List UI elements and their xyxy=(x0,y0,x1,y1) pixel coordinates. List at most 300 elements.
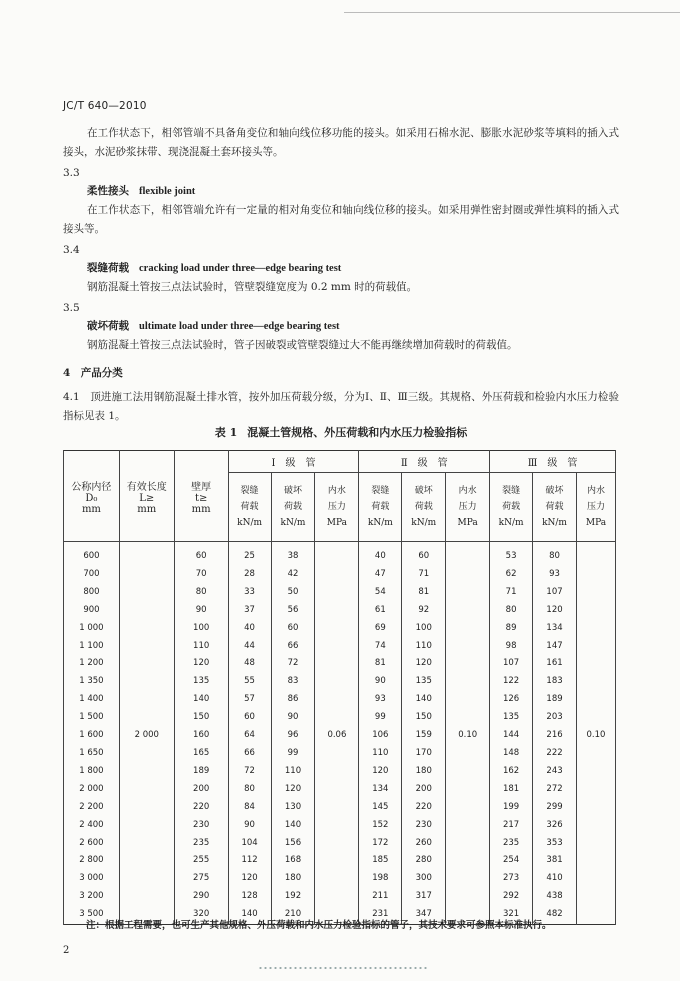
cell-g2-crack: 81 xyxy=(359,655,402,673)
cell-wall: 275 xyxy=(174,870,228,888)
cell-wall: 80 xyxy=(174,584,228,602)
cell-g2-pressure xyxy=(446,673,490,691)
cell-g3-crack: 181 xyxy=(490,781,533,799)
cell-g3-crack: 235 xyxy=(490,835,533,853)
cell-g2-crack: 172 xyxy=(359,835,402,853)
cell-g3-pressure xyxy=(576,655,615,673)
cell-wall: 100 xyxy=(174,620,228,638)
cell-g2-pressure xyxy=(446,763,490,781)
cell-g2-crack: 134 xyxy=(359,781,402,799)
cell-g1-break: 60 xyxy=(271,620,315,638)
cell-g2-crack: 152 xyxy=(359,817,402,835)
cell-g2-pressure xyxy=(446,817,490,835)
cell-g2-crack: 61 xyxy=(359,602,402,620)
term-cn: 破坏荷载 xyxy=(87,320,129,332)
cell-g2-crack: 145 xyxy=(359,799,402,817)
cell-g1-pressure xyxy=(315,691,359,709)
cell-length xyxy=(119,620,174,638)
cell-g1-pressure xyxy=(315,566,359,584)
cell-length xyxy=(119,602,174,620)
page-number: 2 xyxy=(63,945,70,956)
section-4-heading: 4 产品分类 xyxy=(63,367,123,379)
cell-g3-pressure xyxy=(576,638,615,656)
cell-g1-break: 86 xyxy=(271,691,315,709)
cell-g2-pressure xyxy=(446,602,490,620)
cell-g1-break: 66 xyxy=(271,638,315,656)
cell-g2-break: 60 xyxy=(402,542,446,566)
cell-g2-break: 347 xyxy=(402,906,446,924)
cell-wall: 165 xyxy=(174,745,228,763)
cell-g3-crack: 53 xyxy=(490,542,533,566)
cell-g1-pressure: 0.06 xyxy=(315,727,359,745)
cell-g2-crack: 198 xyxy=(359,870,402,888)
header-wall: 壁厚 t≥ mm xyxy=(174,451,228,542)
cell-length xyxy=(119,542,174,566)
cell-diameter: 2 600 xyxy=(64,835,120,853)
cell-g1-break: 130 xyxy=(271,799,315,817)
cell-g2-crack: 74 xyxy=(359,638,402,656)
cell-g2-crack: 110 xyxy=(359,745,402,763)
cell-wall: 150 xyxy=(174,709,228,727)
cell-g1-pressure xyxy=(315,673,359,691)
table-row xyxy=(64,542,616,566)
cell-diameter: 1 650 xyxy=(64,745,120,763)
cell-length xyxy=(119,763,174,781)
cell-length xyxy=(119,799,174,817)
cell-g3-break: 189 xyxy=(533,691,577,709)
cell-g1-crack: 64 xyxy=(228,727,271,745)
cell-g2-pressure xyxy=(446,691,490,709)
cell-g1-break: 72 xyxy=(271,655,315,673)
cell-g2-pressure: 0.10 xyxy=(446,727,490,745)
cell-wall: 255 xyxy=(174,852,228,870)
cell-g3-break: 203 xyxy=(533,709,577,727)
clause-3-5-term xyxy=(87,317,619,336)
clause-3-3-number: 3.3 xyxy=(63,167,80,179)
cell-wall: 200 xyxy=(174,781,228,799)
cell-g1-crack: 60 xyxy=(228,709,271,727)
cell-g2-crack: 231 xyxy=(359,906,402,924)
cell-g2-crack: 99 xyxy=(359,709,402,727)
cell-diameter: 1 500 xyxy=(64,709,120,727)
cell-g2-pressure xyxy=(446,638,490,656)
body-text xyxy=(63,124,619,426)
table-number: 表 1 xyxy=(214,426,238,439)
cell-g1-break: 180 xyxy=(271,870,315,888)
cell-wall: 60 xyxy=(174,542,228,566)
cell-g3-break: 93 xyxy=(533,566,577,584)
cell-g2-break: 220 xyxy=(402,799,446,817)
cell-g2-break: 260 xyxy=(402,835,446,853)
cell-g1-break: 192 xyxy=(271,888,315,906)
cell-wall: 235 xyxy=(174,835,228,853)
cell-g1-pressure xyxy=(315,602,359,620)
cell-g2-pressure xyxy=(446,888,490,906)
cell-g1-crack: 104 xyxy=(228,835,271,853)
header-grade-2-press: 内水 压力 MPa xyxy=(446,473,490,542)
cell-g3-pressure xyxy=(576,852,615,870)
cell-length xyxy=(119,709,174,727)
cell-g3-pressure xyxy=(576,817,615,835)
header-grade-2-crack: 裂缝 荷载 kN/m xyxy=(359,473,402,542)
cell-g3-break: 216 xyxy=(533,727,577,745)
header-grade-1: Ⅰ 级 管 xyxy=(228,451,359,473)
cell-g2-break: 81 xyxy=(402,584,446,602)
cell-diameter: 2 800 xyxy=(64,852,120,870)
cell-g3-crack: 144 xyxy=(490,727,533,745)
cell-g3-pressure: 0.10 xyxy=(576,727,615,745)
header-grade-3-break: 破坏 荷载 kN/m xyxy=(533,473,577,542)
cell-g2-pressure xyxy=(446,781,490,799)
cell-g2-pressure xyxy=(446,835,490,853)
cell-g1-crack: 33 xyxy=(228,584,271,602)
cell-g1-crack: 55 xyxy=(228,673,271,691)
cell-g2-pressure xyxy=(446,870,490,888)
cell-g3-crack: 122 xyxy=(490,673,533,691)
cell-g1-break: 42 xyxy=(271,566,315,584)
cell-length xyxy=(119,852,174,870)
cell-g2-break: 200 xyxy=(402,781,446,799)
table-row xyxy=(64,620,616,638)
cell-g3-break: 183 xyxy=(533,673,577,691)
cell-length xyxy=(119,584,174,602)
cell-g2-crack: 211 xyxy=(359,888,402,906)
cell-diameter: 1 600 xyxy=(64,727,120,745)
clause-4-1: 4.1 顶进施工法用钢筋混凝土排水管，按外加压荷载分级，分为Ⅰ、Ⅱ、Ⅲ三级。其规格、外压荷载和检验内水压力检验指标见表 1。 xyxy=(63,391,619,422)
cell-wall: 160 xyxy=(174,727,228,745)
cell-g3-pressure xyxy=(576,620,615,638)
cell-g1-crack: 37 xyxy=(228,602,271,620)
table-row xyxy=(64,727,616,745)
cell-wall: 220 xyxy=(174,799,228,817)
table-caption xyxy=(63,424,619,440)
cell-g1-break: 156 xyxy=(271,835,315,853)
cell-g1-pressure xyxy=(315,620,359,638)
cell-g2-break: 110 xyxy=(402,638,446,656)
cell-g1-break: 120 xyxy=(271,781,315,799)
cell-diameter: 3 500 xyxy=(64,906,120,924)
cell-g1-crack: 40 xyxy=(228,620,271,638)
cell-g2-crack: 40 xyxy=(359,542,402,566)
cell-g3-break: 438 xyxy=(533,888,577,906)
header-grade-1-press: 内水 压力 MPa xyxy=(315,473,359,542)
term-en: flexible joint xyxy=(139,186,196,197)
cell-g2-pressure xyxy=(446,799,490,817)
clause-3-3-term xyxy=(87,182,619,201)
cell-g1-crack: 72 xyxy=(228,763,271,781)
cell-g3-break: 272 xyxy=(533,781,577,799)
cell-g1-break: 168 xyxy=(271,852,315,870)
cell-g3-break: 161 xyxy=(533,655,577,673)
cell-g3-pressure xyxy=(576,906,615,924)
cell-g3-pressure xyxy=(576,799,615,817)
cell-g1-break: 99 xyxy=(271,745,315,763)
table-row xyxy=(64,817,616,835)
cell-g2-pressure xyxy=(446,655,490,673)
cell-wall: 320 xyxy=(174,906,228,924)
cell-g1-pressure xyxy=(315,542,359,566)
cell-g1-break: 110 xyxy=(271,763,315,781)
cell-diameter: 1 350 xyxy=(64,673,120,691)
cell-g1-break: 38 xyxy=(271,542,315,566)
table-row xyxy=(64,745,616,763)
cell-g2-crack: 106 xyxy=(359,727,402,745)
cell-g3-break: 120 xyxy=(533,602,577,620)
cell-length xyxy=(119,566,174,584)
cell-wall: 110 xyxy=(174,638,228,656)
term-en: cracking load under three—edge bearing test xyxy=(139,263,342,274)
cell-length xyxy=(119,638,174,656)
cell-g3-pressure xyxy=(576,781,615,799)
clause-3-3-definition: 在工作状态下，相邻管端允许有一定量的相对角变位和轴向线位移的接头。如采用弹性密封圈或弹性填料的插入式接头等。 xyxy=(63,204,619,235)
cell-g2-pressure xyxy=(446,542,490,566)
cell-g1-crack: 80 xyxy=(228,781,271,799)
cell-g3-crack: 254 xyxy=(490,852,533,870)
cell-g3-pressure xyxy=(576,835,615,853)
cell-g2-crack: 120 xyxy=(359,763,402,781)
cell-g2-pressure xyxy=(446,620,490,638)
cell-g2-break: 120 xyxy=(402,655,446,673)
cell-diameter: 1 100 xyxy=(64,638,120,656)
cell-g2-crack: 54 xyxy=(359,584,402,602)
header-grade-3-crack: 裂缝 荷载 kN/m xyxy=(490,473,533,542)
cell-diameter: 2 400 xyxy=(64,817,120,835)
cell-diameter: 800 xyxy=(64,584,120,602)
cell-g3-crack: 273 xyxy=(490,870,533,888)
cell-g2-pressure xyxy=(446,852,490,870)
cell-g2-pressure xyxy=(446,566,490,584)
cell-g1-crack: 120 xyxy=(228,870,271,888)
cell-g2-break: 71 xyxy=(402,566,446,584)
cell-length xyxy=(119,691,174,709)
header-grade-2: Ⅱ 级 管 xyxy=(359,451,490,473)
cell-g1-pressure xyxy=(315,655,359,673)
cell-g1-crack: 66 xyxy=(228,745,271,763)
cell-g1-break: 50 xyxy=(271,584,315,602)
clause-3-4-number: 3.4 xyxy=(63,244,80,256)
cell-length xyxy=(119,817,174,835)
cell-g1-crack: 84 xyxy=(228,799,271,817)
cell-g2-break: 135 xyxy=(402,673,446,691)
table-row xyxy=(64,870,616,888)
cell-g1-pressure xyxy=(315,799,359,817)
cell-g1-crack: 44 xyxy=(228,638,271,656)
table-row xyxy=(64,638,616,656)
header-grade-3-press: 内水 压力 MPa xyxy=(576,473,615,542)
cell-length xyxy=(119,673,174,691)
cell-g1-pressure xyxy=(315,638,359,656)
cell-g2-break: 317 xyxy=(402,888,446,906)
cell-g2-break: 300 xyxy=(402,870,446,888)
cell-g1-pressure xyxy=(315,763,359,781)
cell-g2-crack: 69 xyxy=(359,620,402,638)
cell-g2-crack: 90 xyxy=(359,673,402,691)
cell-length xyxy=(119,745,174,763)
cell-g3-crack: 162 xyxy=(490,763,533,781)
clause-3-5-definition: 钢筋混凝土管按三点法试验时，管子因破裂或管壁裂缝过大不能再继续增加荷载时的荷载值。 xyxy=(87,339,518,351)
cell-g1-pressure xyxy=(315,835,359,853)
cell-g2-break: 180 xyxy=(402,763,446,781)
table-body xyxy=(64,542,616,925)
table-row xyxy=(64,835,616,853)
cell-g3-crack: 148 xyxy=(490,745,533,763)
cell-diameter: 1 400 xyxy=(64,691,120,709)
cell-g2-break: 280 xyxy=(402,852,446,870)
cell-g2-break: 140 xyxy=(402,691,446,709)
header-grade-1-break: 破坏 荷载 kN/m xyxy=(271,473,315,542)
cell-g2-break: 100 xyxy=(402,620,446,638)
cell-g3-crack: 199 xyxy=(490,799,533,817)
cell-g3-crack: 135 xyxy=(490,709,533,727)
cell-length xyxy=(119,870,174,888)
cell-diameter: 700 xyxy=(64,566,120,584)
cell-g2-crack: 47 xyxy=(359,566,402,584)
cell-g2-crack: 93 xyxy=(359,691,402,709)
cell-g3-crack: 80 xyxy=(490,602,533,620)
term-en: ultimate load under three—edge bearing test xyxy=(139,321,340,332)
table-row xyxy=(64,852,616,870)
cell-g2-pressure xyxy=(446,709,490,727)
cell-g1-break: 140 xyxy=(271,817,315,835)
cell-wall: 140 xyxy=(174,691,228,709)
cell-g3-pressure xyxy=(576,691,615,709)
cell-g3-pressure xyxy=(576,566,615,584)
cell-g1-pressure xyxy=(315,870,359,888)
cell-g3-crack: 107 xyxy=(490,655,533,673)
cell-g1-break: 90 xyxy=(271,709,315,727)
table-row xyxy=(64,709,616,727)
cell-g1-break: 210 xyxy=(271,906,315,924)
header-grade-2-break: 破坏 荷载 kN/m xyxy=(402,473,446,542)
cell-wall: 90 xyxy=(174,602,228,620)
cell-length xyxy=(119,888,174,906)
cell-g1-crack: 140 xyxy=(228,906,271,924)
cell-wall: 120 xyxy=(174,655,228,673)
cell-diameter: 3 000 xyxy=(64,870,120,888)
paragraph-joint-rigid: 在工作状态下，相邻管端不具备角变位和轴向线位移功能的接头。如采用石棉水泥、膨胀水泥砂浆等填料的插入式接头，水泥砂浆抹带、现浇混凝土套环接头等。 xyxy=(63,127,619,158)
cell-g3-crack: 321 xyxy=(490,906,533,924)
header-diameter: 公称内径 D₀ mm xyxy=(64,451,120,542)
cell-diameter: 1 000 xyxy=(64,620,120,638)
cell-g3-pressure xyxy=(576,745,615,763)
cell-g1-pressure xyxy=(315,852,359,870)
cell-g3-pressure xyxy=(576,870,615,888)
cell-g1-crack: 25 xyxy=(228,542,271,566)
cell-g1-break: 56 xyxy=(271,602,315,620)
cell-length xyxy=(119,781,174,799)
cell-g3-pressure xyxy=(576,673,615,691)
cell-g2-break: 170 xyxy=(402,745,446,763)
cell-g3-crack: 89 xyxy=(490,620,533,638)
cell-g3-crack: 71 xyxy=(490,584,533,602)
table-row xyxy=(64,584,616,602)
cell-diameter: 2 200 xyxy=(64,799,120,817)
cell-g1-break: 96 xyxy=(271,727,315,745)
cell-g1-crack: 28 xyxy=(228,566,271,584)
spec-table xyxy=(63,450,616,925)
cell-g1-pressure xyxy=(315,781,359,799)
table-row xyxy=(64,673,616,691)
table-row xyxy=(64,888,616,906)
cell-g2-pressure xyxy=(446,745,490,763)
cell-g1-break: 83 xyxy=(271,673,315,691)
cell-g3-break: 222 xyxy=(533,745,577,763)
cell-g3-pressure xyxy=(576,763,615,781)
table-row xyxy=(64,691,616,709)
table-row xyxy=(64,763,616,781)
cell-g3-break: 381 xyxy=(533,852,577,870)
cell-wall: 135 xyxy=(174,673,228,691)
cell-g3-crack: 62 xyxy=(490,566,533,584)
cell-length xyxy=(119,835,174,853)
cell-g1-pressure xyxy=(315,888,359,906)
cell-g3-crack: 98 xyxy=(490,638,533,656)
cell-g3-crack: 217 xyxy=(490,817,533,835)
cell-g1-pressure xyxy=(315,817,359,835)
cell-g3-break: 353 xyxy=(533,835,577,853)
header-length: 有效长度 L≥ mm xyxy=(119,451,174,542)
cell-g3-pressure xyxy=(576,542,615,566)
cell-wall: 189 xyxy=(174,763,228,781)
cell-wall: 290 xyxy=(174,888,228,906)
cell-g3-break: 326 xyxy=(533,817,577,835)
cell-g1-crack: 48 xyxy=(228,655,271,673)
cell-g2-break: 230 xyxy=(402,817,446,835)
clause-3-4-definition: 钢筋混凝土管按三点法试验时，管壁裂缝宽度为 0.2 mm 时的荷载值。 xyxy=(87,281,418,293)
cell-g2-break: 150 xyxy=(402,709,446,727)
cell-g2-crack: 185 xyxy=(359,852,402,870)
top-rule xyxy=(344,12,680,13)
cell-g2-break: 159 xyxy=(402,727,446,745)
term-cn: 柔性接头 xyxy=(87,185,129,197)
table-row xyxy=(64,799,616,817)
clause-3-4-term xyxy=(87,259,619,278)
cell-g3-break: 147 xyxy=(533,638,577,656)
cell-g3-pressure xyxy=(576,602,615,620)
cell-g3-break: 80 xyxy=(533,542,577,566)
cell-diameter: 600 xyxy=(64,542,120,566)
cell-diameter: 2 000 xyxy=(64,781,120,799)
cell-diameter: 1 200 xyxy=(64,655,120,673)
cell-wall: 70 xyxy=(174,566,228,584)
cell-g1-crack: 128 xyxy=(228,888,271,906)
cell-g1-pressure xyxy=(315,745,359,763)
cell-diameter: 3 200 xyxy=(64,888,120,906)
cell-g1-pressure xyxy=(315,709,359,727)
cell-g3-break: 410 xyxy=(533,870,577,888)
table-note: 注：根据工程需要，也可生产其他规格、外压荷载和内水压力检验指标的管子，其技术要求可参照本标准执行。 xyxy=(86,920,552,931)
header-grade-1-crack: 裂缝 荷载 kN/m xyxy=(228,473,271,542)
cell-g3-pressure xyxy=(576,709,615,727)
cell-g3-pressure xyxy=(576,584,615,602)
cell-g1-pressure xyxy=(315,584,359,602)
cell-length: 2 000 xyxy=(119,727,174,745)
table-row xyxy=(64,655,616,673)
cell-diameter: 1 800 xyxy=(64,763,120,781)
clause-3-5-number: 3.5 xyxy=(63,302,80,314)
table-row xyxy=(64,602,616,620)
cell-g2-pressure xyxy=(446,584,490,602)
cell-g3-break: 243 xyxy=(533,763,577,781)
standard-code: JC/T 640—2010 xyxy=(63,100,147,112)
cell-g1-crack: 112 xyxy=(228,852,271,870)
table-title: 混凝土管规格、外压荷载和内水压力检验指标 xyxy=(247,426,468,439)
cell-g1-crack: 90 xyxy=(228,817,271,835)
cell-g3-break: 299 xyxy=(533,799,577,817)
cell-g3-break: 134 xyxy=(533,620,577,638)
cell-g3-break: 482 xyxy=(533,906,577,924)
cell-length xyxy=(119,655,174,673)
